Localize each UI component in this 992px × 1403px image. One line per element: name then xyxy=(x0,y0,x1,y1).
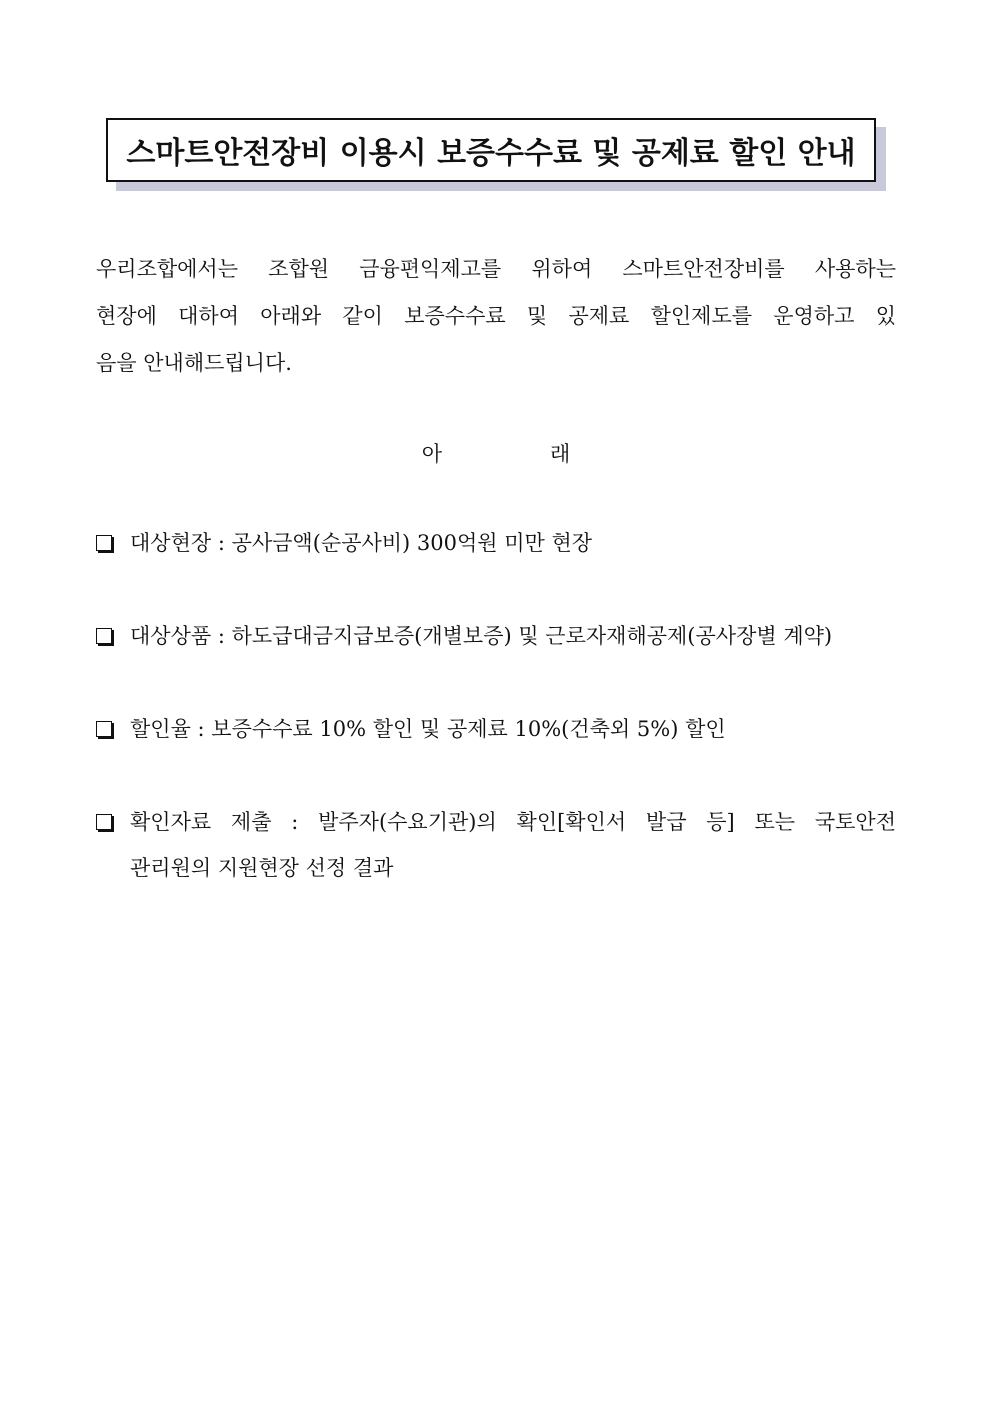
section-header xyxy=(0,438,992,468)
checkbox-bullet-icon xyxy=(96,721,112,737)
section-header-left: 아 xyxy=(421,442,442,466)
list-item-documents xyxy=(96,799,896,891)
list-item-text: 할인율 : 보증수수료 10% 할인 및 공제료 10%(건축외 5%) 할인 xyxy=(130,717,726,741)
page-title: 스마트안전장비 이용시 보증수수료 및 공제료 할인 안내 xyxy=(126,136,856,171)
list-item-text: 확인자료 제출 : 발주자(수요기관)의 확인[확인서 발급 등] 또는 국토안전 xyxy=(130,810,896,834)
list-item-continuation: 관리원의 지원현장 선정 결과 xyxy=(130,856,394,880)
title-frame xyxy=(106,118,876,182)
checkbox-bullet-icon xyxy=(96,814,112,830)
intro-line-3: 음을 안내해드립니다. xyxy=(96,351,292,375)
list-item-target-product xyxy=(96,613,896,659)
title-box xyxy=(106,118,876,182)
list-item-target-site xyxy=(96,520,896,566)
list-item-discount-rate xyxy=(96,706,896,752)
checkbox-bullet-icon xyxy=(96,628,112,644)
intro-line-2: 현장에 대하여 아래와 같이 보증수수료 및 공제료 할인제도를 운영하고 있 xyxy=(96,304,896,328)
intro-line-1: 우리조합에서는 조합원 금융편익제고를 위하여 스마트안전장비를 사용하는 xyxy=(96,257,896,281)
list-item-text: 대상상품 : 하도급대금지급보증(개별보증) 및 근로자재해공제(공사장별 계약) xyxy=(130,624,833,648)
list-item-text: 대상현장 : 공사금액(순공사비) 300억원 미만 현장 xyxy=(130,531,593,555)
checkbox-bullet-icon xyxy=(96,535,112,551)
section-header-right: 래 xyxy=(550,442,571,466)
intro-paragraph xyxy=(96,246,896,387)
